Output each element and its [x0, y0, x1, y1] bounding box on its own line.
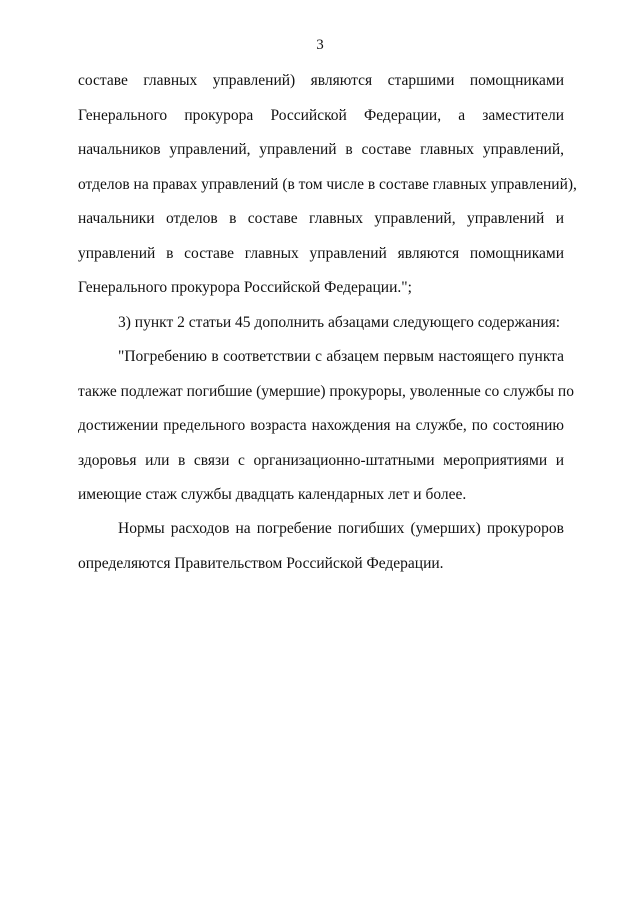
- paragraph-line: Генерального прокурора Российской Федерации.";: [78, 279, 412, 296]
- page-number: 3: [316, 37, 324, 53]
- paragraph-line: Нормы расходов на погребение погибших (умерших) прокуроров: [118, 520, 564, 537]
- paragraph-line: определяются Правительством Российской Федерации.: [78, 554, 444, 572]
- paragraph-line: отделов на правах управлений (в том числе в составе главных управлений),: [78, 175, 577, 193]
- paragraph-line: здоровья или в связи с организационно-штатными мероприятиями и: [78, 451, 564, 469]
- paragraph-line: управлений в составе главных управлений являются помощниками: [78, 244, 564, 262]
- paragraph-item-3: [78, 306, 564, 341]
- paragraph-line: достижении предельного возраста нахождения на службе, по состоянию: [78, 417, 564, 434]
- paragraph-quoted-amendment: [78, 340, 574, 513]
- paragraph-line: Генерального прокурора Российской Федерации, а заместители: [78, 106, 564, 124]
- paragraph-line: имеющие стаж службы двадцать календарных лет и более.: [78, 486, 467, 503]
- paragraph-line: также подлежат погибшие (умершие) прокуроры, уволенные со службы по: [78, 382, 574, 400]
- paragraph-line: составе главных управлений) являются старшими помощниками: [78, 72, 564, 89]
- paragraph-continuation: [78, 64, 577, 306]
- paragraph-line: 3) пункт 2 статьи 45 дополнить абзацами следующего содержания:: [118, 314, 561, 331]
- paragraph-line: начальников управлений, управлений в составе главных управлений,: [78, 141, 564, 158]
- paragraph-line: начальники отделов в составе главных управлений, управлений и: [78, 210, 564, 227]
- paragraph-norms: [78, 512, 564, 581]
- paragraph-line: "Погребению в соответствии с абзацем первым настоящего пункта: [118, 348, 564, 365]
